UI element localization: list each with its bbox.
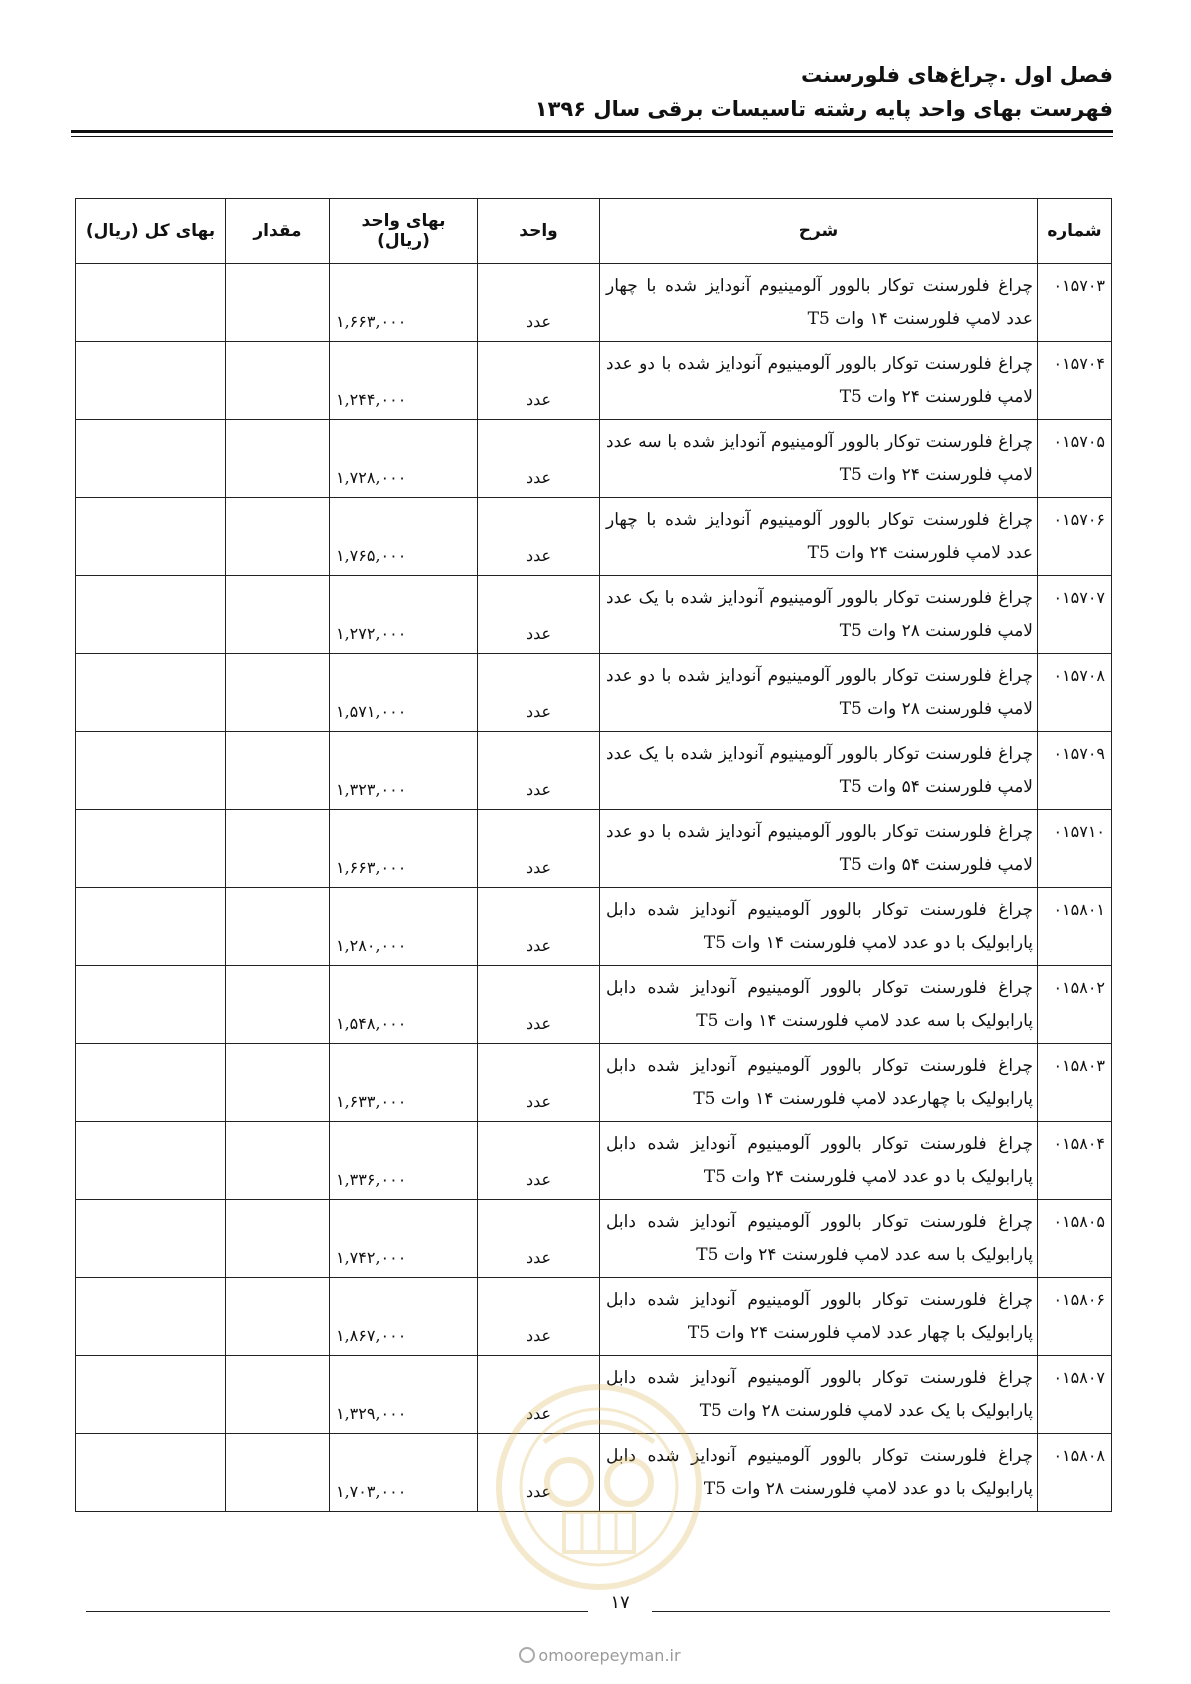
item-unit: عدد — [478, 732, 600, 810]
item-quantity — [226, 1200, 330, 1278]
item-quantity — [226, 732, 330, 810]
page-number: ۱۷ — [610, 1592, 630, 1613]
item-quantity — [226, 888, 330, 966]
item-description: چراغ فلورسنت توکار بالوور آلومینیوم آنودایز شده دابل پارابولیک با سه عدد لامپ فلورسنت ۲۴ وات T5 — [600, 1200, 1038, 1278]
item-total-price — [76, 1044, 226, 1122]
item-unit-price: ۱,۵۴۸,۰۰۰ — [330, 966, 478, 1044]
item-quantity — [226, 342, 330, 420]
document-title: فهرست بهای واحد پایه رشته تاسیسات برقی سال ۱۳۹۶ — [534, 97, 1113, 121]
item-unit-price: ۱,۸۶۷,۰۰۰ — [330, 1278, 478, 1356]
item-code: ۰۱۵۸۰۳ — [1038, 1044, 1112, 1122]
item-unit: عدد — [478, 1200, 600, 1278]
item-description: چراغ فلورسنت توکار بالوور آلومینیوم آنودایز شده دابل پارابولیک با دو عدد لامپ فلورسنت ۱۴ وات T5 — [600, 888, 1038, 966]
item-quantity — [226, 1278, 330, 1356]
item-total-price — [76, 1278, 226, 1356]
item-unit: عدد — [478, 1278, 600, 1356]
item-unit: عدد — [478, 264, 600, 342]
item-total-price — [76, 810, 226, 888]
table-row — [76, 264, 1112, 342]
item-description: چراغ فلورسنت توکار بالوور آلومینیوم آنودایز شده با چهار عدد لامپ فلورسنت ۲۴ وات T5 — [600, 498, 1038, 576]
item-unit-price: ۱,۷۲۸,۰۰۰ — [330, 420, 478, 498]
item-total-price — [76, 1356, 226, 1434]
item-description: چراغ فلورسنت توکار بالوور آلومینیوم آنودایز شده با دو عدد لامپ فلورسنت ۲۴ وات T5 — [600, 342, 1038, 420]
item-quantity — [226, 420, 330, 498]
item-code: ۰۱۵۷۰۴ — [1038, 342, 1112, 420]
item-description: چراغ فلورسنت توکار بالوور آلومینیوم آنودایز شده با یک عدد لامپ فلورسنت ۲۸ وات T5 — [600, 576, 1038, 654]
item-total-price — [76, 264, 226, 342]
table-row — [76, 888, 1112, 966]
item-total-price — [76, 966, 226, 1044]
item-description: چراغ فلورسنت توکار بالوور آلومینیوم آنودایز شده دابل پارابولیک با چهارعدد لامپ فلورسنت ۱۴ وات T5 — [600, 1044, 1038, 1122]
chapter-title: فصل اول .چراغ‌های فلورسنت — [800, 63, 1113, 87]
table-header-row — [76, 199, 1112, 264]
column-header-code: شماره — [1038, 199, 1112, 264]
footer-rule-right — [652, 1611, 1110, 1612]
at-sign-icon — [519, 1647, 535, 1663]
item-total-price — [76, 498, 226, 576]
item-unit: عدد — [478, 654, 600, 732]
item-total-price — [76, 342, 226, 420]
item-total-price — [76, 576, 226, 654]
item-unit: عدد — [478, 810, 600, 888]
item-code: ۰۱۵۸۰۲ — [1038, 966, 1112, 1044]
item-code: ۰۱۵۷۰۵ — [1038, 420, 1112, 498]
item-unit: عدد — [478, 420, 600, 498]
item-quantity — [226, 1434, 330, 1512]
item-unit: عدد — [478, 576, 600, 654]
item-description: چراغ فلورسنت توکار بالوور آلومینیوم آنودایز شده دابل پارابولیک با یک عدد لامپ فلورسنت ۲۸ وات T5 — [600, 1356, 1038, 1434]
item-code: ۰۱۵۸۰۵ — [1038, 1200, 1112, 1278]
item-quantity — [226, 576, 330, 654]
column-header-unit-price: بهای واحد (ریال) — [330, 199, 478, 264]
item-unit: عدد — [478, 1356, 600, 1434]
item-description: چراغ فلورسنت توکار بالوور آلومینیوم آنودایز شده با دو عدد لامپ فلورسنت ۵۴ وات T5 — [600, 810, 1038, 888]
item-unit-price: ۱,۵۷۱,۰۰۰ — [330, 654, 478, 732]
item-description: چراغ فلورسنت توکار بالوور آلومینیوم آنودایز شده با یک عدد لامپ فلورسنت ۵۴ وات T5 — [600, 732, 1038, 810]
item-quantity — [226, 1356, 330, 1434]
item-unit: عدد — [478, 1434, 600, 1512]
table-row — [76, 1356, 1112, 1434]
item-unit-price: ۱,۲۴۴,۰۰۰ — [330, 342, 478, 420]
item-unit-price: ۱,۲۷۲,۰۰۰ — [330, 576, 478, 654]
footer-rule-left — [86, 1611, 588, 1612]
item-code: ۰۱۵۷۰۹ — [1038, 732, 1112, 810]
table-row — [76, 1200, 1112, 1278]
page-header — [73, 58, 1113, 126]
column-header-unit: واحد — [478, 199, 600, 264]
item-unit: عدد — [478, 342, 600, 420]
column-header-quantity: مقدار — [226, 199, 330, 264]
item-code: ۰۱۵۸۰۴ — [1038, 1122, 1112, 1200]
price-list-table — [75, 198, 1112, 1512]
item-unit-price: ۱,۷۰۳,۰۰۰ — [330, 1434, 478, 1512]
item-unit-price: ۱,۳۲۹,۰۰۰ — [330, 1356, 478, 1434]
item-unit-price: ۱,۶۶۳,۰۰۰ — [330, 810, 478, 888]
item-description: چراغ فلورسنت توکار بالوور آلومینیوم آنودایز شده با سه عدد لامپ فلورسنت ۲۴ وات T5 — [600, 420, 1038, 498]
item-code: ۰۱۵۸۰۸ — [1038, 1434, 1112, 1512]
item-code: ۰۱۵۷۰۳ — [1038, 264, 1112, 342]
item-code: ۰۱۵۷۱۰ — [1038, 810, 1112, 888]
item-description: چراغ فلورسنت توکار بالوور آلومینیوم آنودایز شده دابل پارابولیک با چهار عدد لامپ فلورسنت ۲۴ وات T5 — [600, 1278, 1038, 1356]
item-unit-price: ۱,۷۴۲,۰۰۰ — [330, 1200, 478, 1278]
item-unit: عدد — [478, 1122, 600, 1200]
item-unit: عدد — [478, 498, 600, 576]
table-row — [76, 498, 1112, 576]
table-row — [76, 1044, 1112, 1122]
item-unit-price: ۱,۶۶۳,۰۰۰ — [330, 264, 478, 342]
table-row — [76, 810, 1112, 888]
item-unit-price: ۱,۲۸۰,۰۰۰ — [330, 888, 478, 966]
item-total-price — [76, 1434, 226, 1512]
item-description: چراغ فلورسنت توکار بالوور آلومینیوم آنودایز شده دابل پارابولیک با دو عدد لامپ فلورسنت ۲۸ وات T5 — [600, 1434, 1038, 1512]
item-code: ۰۱۵۷۰۷ — [1038, 576, 1112, 654]
item-quantity — [226, 1044, 330, 1122]
table-row — [76, 576, 1112, 654]
site-credit — [490, 1646, 710, 1665]
table-row — [76, 1122, 1112, 1200]
item-total-price — [76, 1200, 226, 1278]
column-header-description: شرح — [600, 199, 1038, 264]
item-quantity — [226, 498, 330, 576]
item-quantity — [226, 810, 330, 888]
table-body — [76, 264, 1112, 1512]
item-description: چراغ فلورسنت توکار بالوور آلومینیوم آنودایز شده با چهار عدد لامپ فلورسنت ۱۴ وات T5 — [600, 264, 1038, 342]
item-code: ۰۱۵۸۰۶ — [1038, 1278, 1112, 1356]
item-quantity — [226, 1122, 330, 1200]
item-description: چراغ فلورسنت توکار بالوور آلومینیوم آنودایز شده با دو عدد لامپ فلورسنت ۲۸ وات T5 — [600, 654, 1038, 732]
item-total-price — [76, 1122, 226, 1200]
item-code: ۰۱۵۷۰۶ — [1038, 498, 1112, 576]
item-unit-price: ۱,۷۶۵,۰۰۰ — [330, 498, 478, 576]
table-row — [76, 342, 1112, 420]
item-total-price — [76, 732, 226, 810]
item-total-price — [76, 654, 226, 732]
header-divider — [71, 130, 1113, 137]
item-code: ۰۱۵۸۰۷ — [1038, 1356, 1112, 1434]
table-row — [76, 420, 1112, 498]
table-row — [76, 732, 1112, 810]
site-credit-text: omoorepeyman.ir — [538, 1646, 681, 1665]
item-quantity — [226, 264, 330, 342]
item-unit: عدد — [478, 966, 600, 1044]
table-row — [76, 966, 1112, 1044]
column-header-total-price: بهای کل (ریال) — [76, 199, 226, 264]
item-quantity — [226, 654, 330, 732]
item-unit: عدد — [478, 1044, 600, 1122]
item-description: چراغ فلورسنت توکار بالوور آلومینیوم آنودایز شده دابل پارابولیک با دو عدد لامپ فلورسنت ۲۴ وات T5 — [600, 1122, 1038, 1200]
item-total-price — [76, 420, 226, 498]
item-unit-price: ۱,۳۲۳,۰۰۰ — [330, 732, 478, 810]
table-row — [76, 654, 1112, 732]
item-unit-price: ۱,۶۳۳,۰۰۰ — [330, 1044, 478, 1122]
item-quantity — [226, 966, 330, 1044]
table-row — [76, 1434, 1112, 1512]
item-total-price — [76, 888, 226, 966]
table-row — [76, 1278, 1112, 1356]
item-unit-price: ۱,۳۳۶,۰۰۰ — [330, 1122, 478, 1200]
item-unit: عدد — [478, 888, 600, 966]
table-header — [76, 199, 1112, 264]
item-code: ۰۱۵۷۰۸ — [1038, 654, 1112, 732]
item-description: چراغ فلورسنت توکار بالوور آلومینیوم آنودایز شده دابل پارابولیک با سه عدد لامپ فلورسنت ۱۴ وات T5 — [600, 966, 1038, 1044]
item-code: ۰۱۵۸۰۱ — [1038, 888, 1112, 966]
